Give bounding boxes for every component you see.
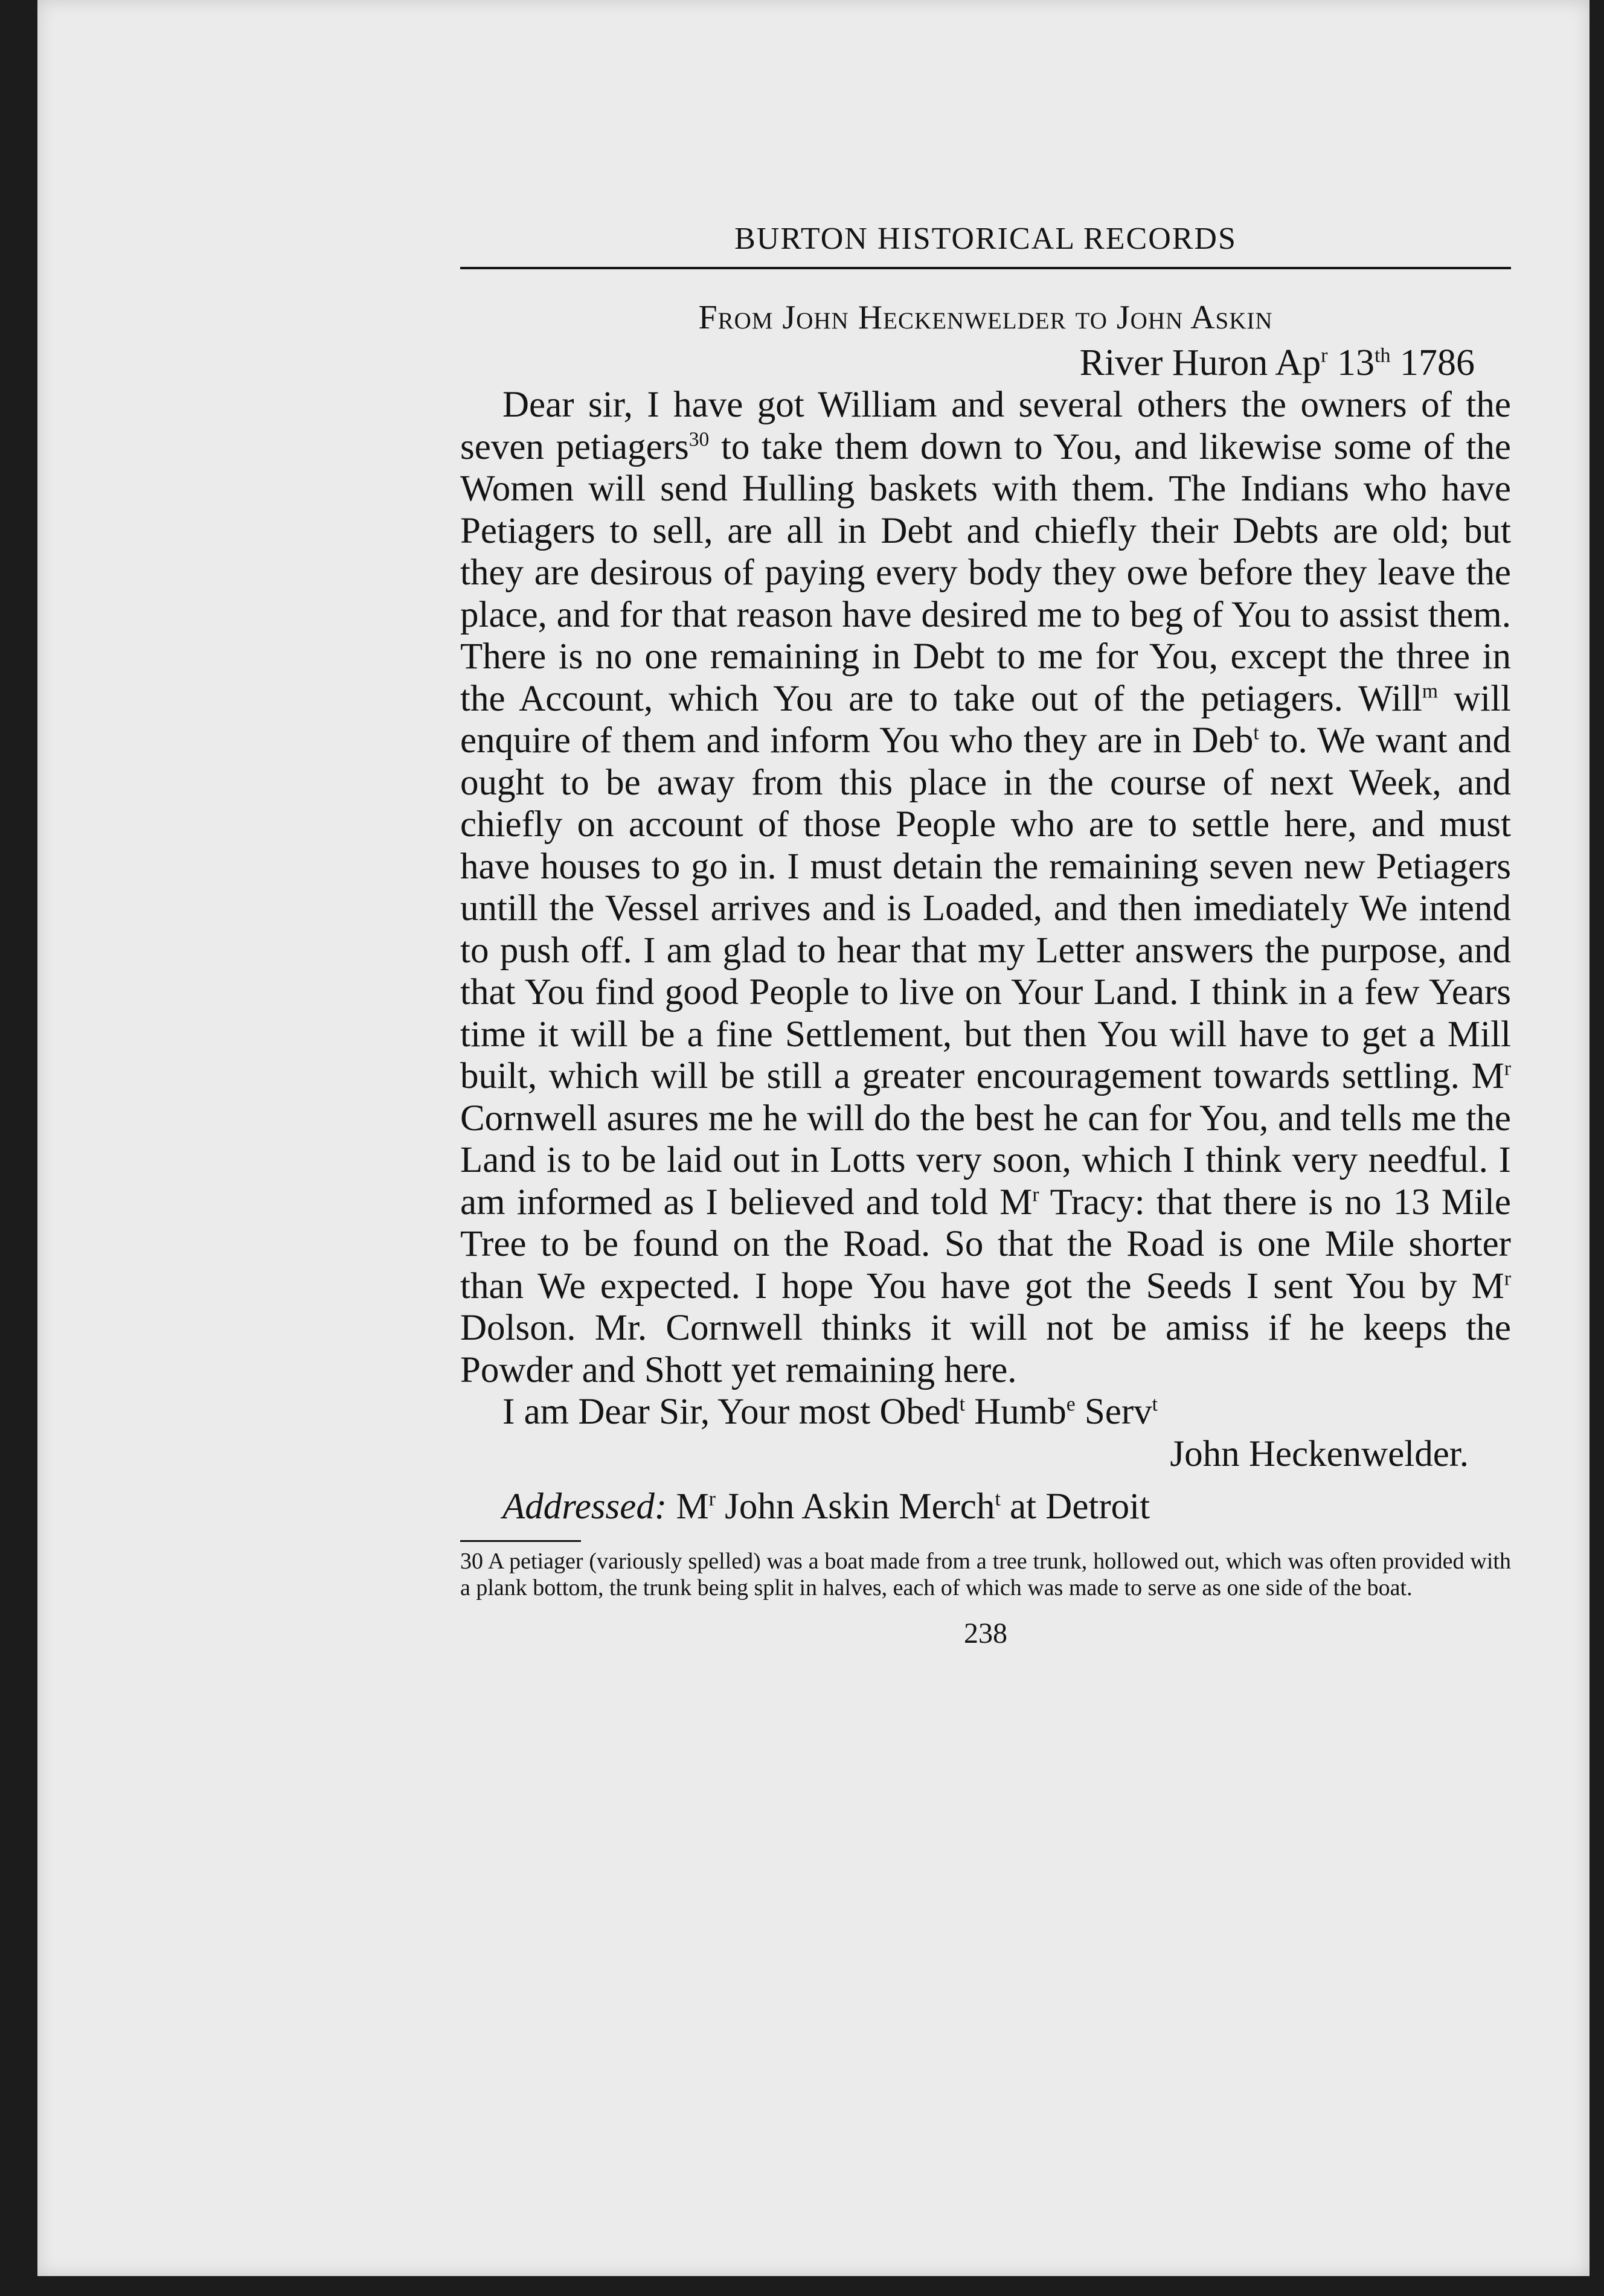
letter-signature: John Heckenwelder.	[1170, 1433, 1469, 1474]
address-text: M	[667, 1486, 709, 1527]
superscript: th	[1374, 344, 1391, 367]
superscript: e	[1066, 1393, 1076, 1416]
superscript: m	[1422, 680, 1438, 703]
page-number: 238	[964, 1617, 1007, 1649]
footnote-number: 30	[460, 1548, 483, 1574]
book-page	[37, 0, 1590, 2276]
address-text: John Askin Merch	[715, 1486, 995, 1527]
dateline-text: 1786	[1390, 342, 1475, 383]
footnote-text: A petiager (variously spelled) was a boat made from a tree trunk, hollowed out, which was often provided with a plank bottom, the trunk being split in halves, each of which was made to serve as one side of the boat.	[460, 1548, 1511, 1600]
page-text-block	[460, 223, 1511, 1650]
superscript: t	[1152, 1393, 1158, 1416]
superscript: t	[995, 1488, 1001, 1511]
body-text-run: Cornwell asures me he will do the best he can for You, and tells me the Land is to be laid out in Lotts very soon, which I think very needful. I am informed as I believed and told M	[460, 1098, 1511, 1223]
letter-body	[460, 384, 1511, 1391]
letter-address	[460, 1486, 1511, 1528]
superscript: r	[1321, 344, 1328, 367]
letter-title: From John Heckenwelder to John Askin	[698, 299, 1273, 336]
body-text-run: to. We want and ought to be away from this place in the course of next Week, and chiefly on account of those People who are to settle here, and must have houses to go in. I must detain the remaining seven new Petiagers untill the Vessel arrives and is Loaded, and then imediately We intend to push off. I am glad to hear that my Letter answers the purpose, and that You find good People to live on Your Land. I think in a few Years time it will be a fine Settlement, but then You will have to get a Mill built, which will be still a greater encouragement towards settling. M	[460, 720, 1512, 1096]
letter-dateline	[460, 342, 1511, 384]
superscript: r	[1504, 1057, 1511, 1080]
body-text-run: Dolson. Mr. Cornwell thinks it will not be amiss if he keeps the Powder and Shott yet remaining here.	[460, 1308, 1511, 1390]
address-label: Addressed:	[502, 1486, 667, 1527]
closing-text: Humb	[964, 1392, 1067, 1432]
superscript: r	[1032, 1183, 1039, 1206]
body-text-run: will enquire of them and inform You who they are in Deb	[460, 678, 1511, 761]
letter-closing	[460, 1391, 1511, 1433]
body-text-run: Tracy: that there is no 13 Mile Tree to be found on the Road. So that the Road is one Mile shorter than We expected. I hope You have got the Seeds I sent You by M	[460, 1182, 1512, 1306]
footnote-rule	[460, 1540, 581, 1542]
superscript: r	[708, 1488, 716, 1511]
body-text-run: to take them down to You, and likewise some of the Women will send Hulling baskets with them. The Indians who have Petiagers to sell, are all in Debt and chiefly their Debts are old; but they are desirous of paying every body they owe before they leave the place, and for that reason have desired me to beg of You to assist them. There is no one remaining in Debt to me for You, except the three in the Account, which You are to take out of the petiagers. Will	[460, 426, 1512, 719]
footnote	[460, 1548, 1511, 1601]
closing-text: I am Dear Sir, Your most Obed	[502, 1392, 960, 1432]
dateline-text: 13	[1327, 342, 1375, 383]
superscript: t	[1253, 721, 1259, 744]
address-text: at Detroit	[1000, 1486, 1150, 1527]
closing-text: Serv	[1075, 1392, 1152, 1432]
superscript: r	[1504, 1267, 1511, 1290]
header-rule	[460, 267, 1511, 269]
running-head: BURTON HISTORICAL RECORDS	[734, 222, 1237, 256]
footnote-reference: 30	[688, 428, 710, 451]
body-text-run: Dear sir, I have got William and several others the owners of the seven petiagers	[460, 385, 1511, 467]
dateline-text: River Huron Ap	[1079, 342, 1321, 383]
superscript: t	[959, 1393, 965, 1416]
